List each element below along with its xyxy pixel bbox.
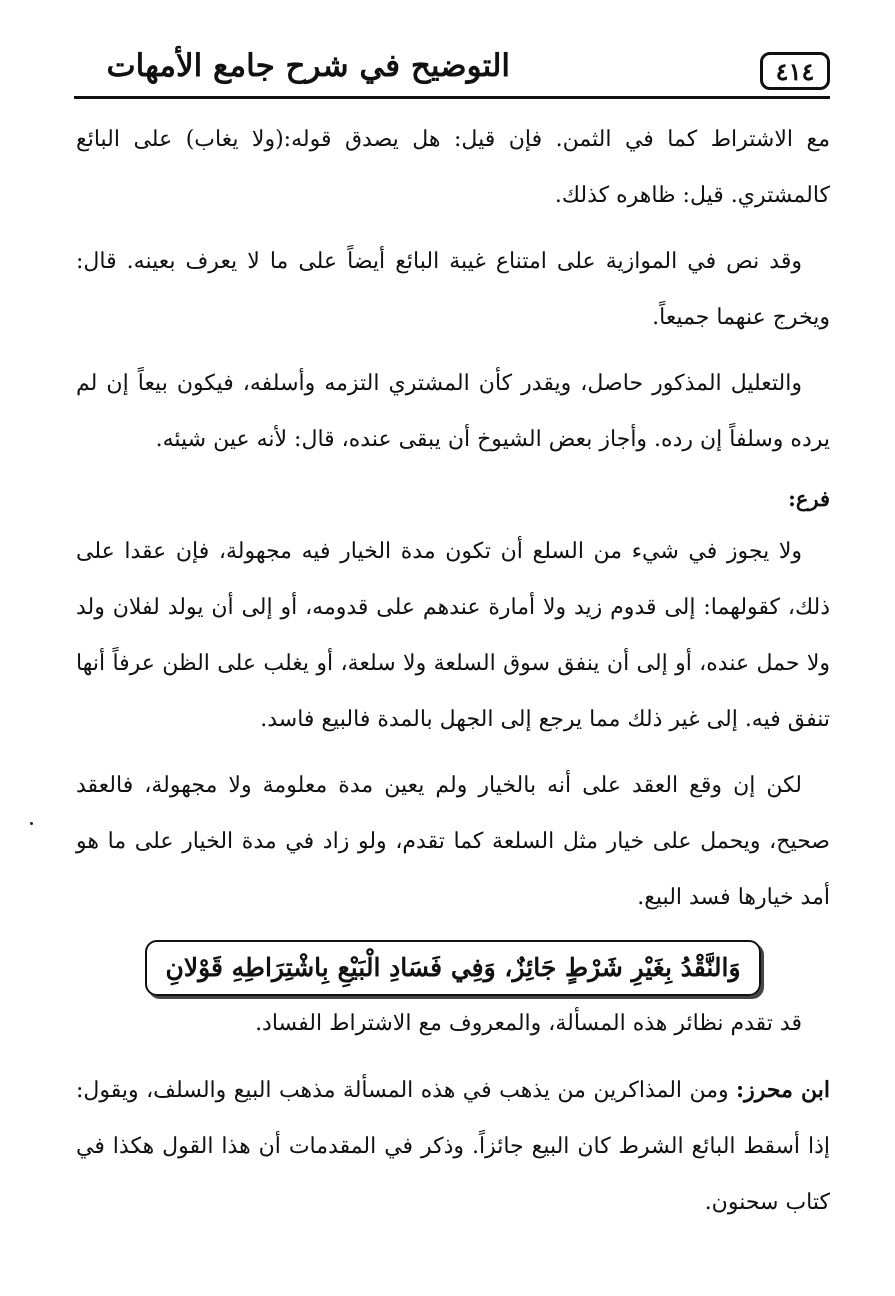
paragraph-2: وقد نص في الموازية على امتناع غيبة البائع أيضاً على ما لا يعرف بعينه. قال: ويخرج عنهما جميعاً. <box>76 249 830 330</box>
paragraph-7-text: ومن المذاكرين من يذهب في هذه المسألة مذهب البيع والسلف، ويقول: إذا أسقط البائع الشرط كان البيع جائزاً. وذكر في المقدمات أن هذا القول هكذا في كتاب سحنون. <box>76 1078 830 1215</box>
page-header <box>74 44 830 96</box>
paragraph-4: ولا يجوز في شيء من السلع أن تكون مدة الخيار فيه مجهولة، فإن عقدا على ذلك، كقولهما: إلى قدوم زيد ولا أمارة عندهم على قدومه، أو إلى أن يولد لفلان ولد ولا حمل عنده، أو إلى أن ينفق سوق السلعة ولا سلعة، أو يغلب على الظن عرفاً أنها تنفق فيه. إلى غير ذلك مما يرجع إلى الجهل بالمدة فالبيع فاسد. <box>76 539 830 732</box>
page-body <box>76 112 830 1231</box>
matn-box: وَالنَّقْدُ بِغَيْرِ شَرْطٍ جَائِزٌ، وَفِي فَسَادِ الْبَيْعِ بِاشْتِرَاطِهِ قَوْلانِ <box>145 940 760 996</box>
book-title: التوضيح في شرح جامع الأمهات <box>106 48 510 84</box>
paragraph-3: والتعليل المذكور حاصل، ويقدر كأن المشتري التزمه وأسلفه، فيكون بيعاً إن لم يرده وسلفاً إن رده. وأجاز بعض الشيوخ أن يبقى عنده، قال: لأنه عين شيئه. <box>76 371 830 452</box>
paragraph-5: لكن إن وقع العقد على أنه بالخيار ولم يعين مدة معلومة ولا مجهولة، فالعقد صحيح، ويحمل على خيار مثل السلعة كما تقدم، ولو زاد في مدة الخيار على ما هو أمد خيارها فسد البيع. <box>76 773 830 910</box>
paragraph-1: مع الاشتراط كما في الثمن. فإن قيل: هل يصدق قوله:(ولا يغاب) على البائع كالمشتري. قيل: ظاهره كذلك. <box>76 127 830 208</box>
page-number-box: ٤١٤ <box>760 52 830 90</box>
section-heading: فرع: <box>788 486 830 511</box>
paragraph-6: قد تقدم نظائر هذه المسألة، والمعروف مع الاشتراط الفساد. <box>255 1011 802 1036</box>
paragraph-7-label: ابن محرز: <box>736 1077 830 1103</box>
matn-box-wrapper <box>76 940 830 996</box>
paragraph-7 <box>76 1062 830 1231</box>
header-rule <box>74 96 830 99</box>
scan-speck <box>30 822 33 825</box>
